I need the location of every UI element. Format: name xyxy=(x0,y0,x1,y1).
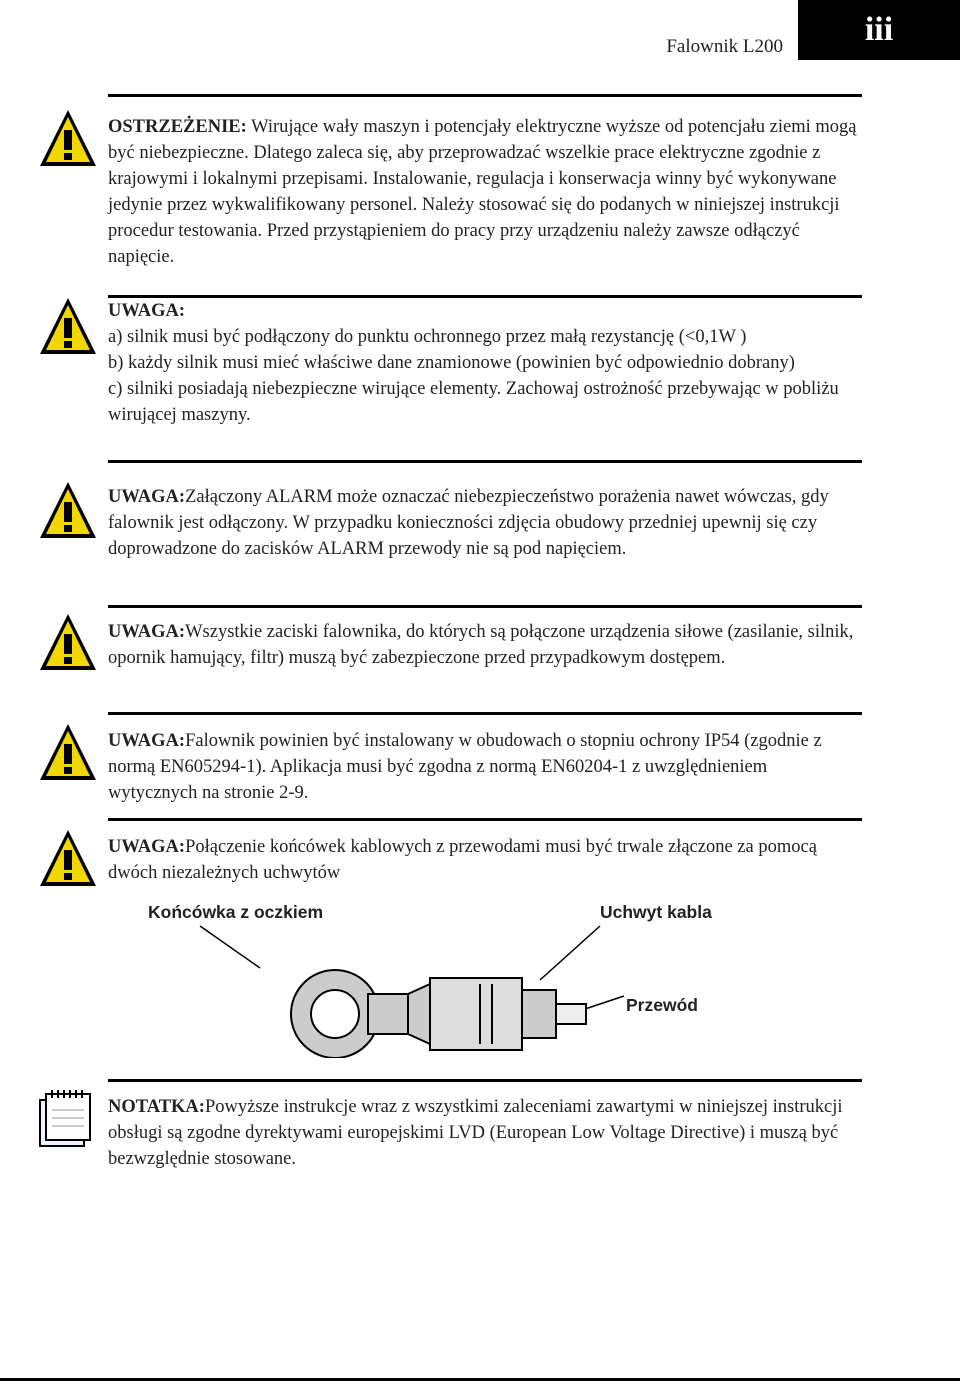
caution-section-3 xyxy=(108,619,860,671)
warning-triangle-icon xyxy=(38,612,98,672)
section-label: UWAGA: xyxy=(108,487,186,507)
warning-triangle-icon xyxy=(38,480,98,540)
section-text: Falownik powinien być instalowany w obudowach o stopniu ochrony IP54 (zgodnie z normą EN605294-1). Aplikacja musi być zgodna z normą EN60204-1 z uwzględnieniem wytycznych na stronie 2-9. xyxy=(108,731,822,803)
caution-section-5 xyxy=(108,834,860,886)
divider xyxy=(108,818,862,821)
footer-rule xyxy=(0,1378,960,1381)
leader-line xyxy=(200,926,260,968)
notepad-icon xyxy=(36,1088,94,1150)
divider xyxy=(108,94,862,97)
divider xyxy=(108,605,862,608)
warning-section xyxy=(108,114,860,270)
list-item: a) silnik musi być podłączony do punktu ochronnego przez małą rezystancję (<0,1W ) xyxy=(108,327,747,347)
warning-triangle-icon xyxy=(38,108,98,168)
section-label: OSTRZEŻENIE: xyxy=(108,117,247,137)
section-text: Wszystkie zaciski falownika, do których są połączone urządzenia siłowe (zasilanie, silnik, opornik hamujący, filtr) muszą być zabezpieczone przed przypadkowym dostępem. xyxy=(108,622,854,668)
section-label: UWAGA: xyxy=(108,837,186,857)
section-text: Wirujące wały maszyn i potencjały elektryczne wyższe od potencjału ziemi mogą być niebezpieczne. Dlatego zaleca się, aby przeprowadzać wszelkie prace elektryczne zgodnie z krajowymi i lokalnymi przepisami. Instalowanie, regulacja i konserwacja winny być wykonywane jedynie przez wykwalifikowany personel. Należy stosować się do podanych w niniejszej instrukcji procedur testowania. Przed przystąpieniem do pracy przy urządzeniu należy zawsze odłączyć napięcie. xyxy=(108,117,857,267)
caution-section-1 xyxy=(108,298,860,428)
section-label: UWAGA: xyxy=(108,301,186,321)
warning-triangle-icon xyxy=(38,722,98,782)
section-label: UWAGA: xyxy=(108,622,186,642)
running-header-title: Falownik L200 xyxy=(666,36,783,57)
section-text: Powyższe instrukcje wraz z wszystkimi zaleceniami zawartymi w niniejszej instrukcji obsługi są zgodne dyrektywami europejskimi LVD (European Low Voltage Directive) i muszą być bezwzględnie stosowane. xyxy=(108,1097,843,1169)
section-text: Połączenie końcówek kablowych z przewodami musi być trwale złączone za pomocą dwóch niezależnych uchwytów xyxy=(108,837,817,883)
caution-section-2 xyxy=(108,484,860,562)
figure-label-cable-grip: Uchwyt kabla xyxy=(600,902,712,922)
divider xyxy=(108,460,862,463)
warning-triangle-icon xyxy=(38,296,98,356)
ring-terminal xyxy=(291,970,586,1058)
section-label: NOTATKA: xyxy=(108,1097,205,1117)
page-number-tab: iii xyxy=(798,0,960,60)
figure-label-wire: Przewód xyxy=(626,995,698,1015)
leader-line xyxy=(540,926,600,980)
caution-section-4 xyxy=(108,728,860,806)
list-item: c) silniki posiadają niebezpieczne wirujące elementy. Zachowaj ostrożność przebywając w pobliżu wirującej maszyny. xyxy=(108,379,839,425)
section-label: UWAGA: xyxy=(108,731,186,751)
list-item: b) każdy silnik musi mieć właściwe dane znamionowe (powinien być odpowiednio dobrany) xyxy=(108,353,795,373)
divider xyxy=(108,1079,862,1082)
figure-label-ring-terminal: Końcówka z oczkiem xyxy=(148,902,324,922)
warning-triangle-icon xyxy=(38,828,98,888)
note-section xyxy=(108,1094,860,1172)
section-text: Załączony ALARM może oznaczać niebezpieczeństwo porażenia nawet wówczas, gdy falownik jest odłączony. W przypadku konieczności zdjęcia obudowy przedniej upewnij się czy doprowadzone do zacisków ALARM przewody nie są pod napięciem. xyxy=(108,487,829,559)
ring-terminal-diagram xyxy=(140,918,640,1058)
divider xyxy=(108,712,862,715)
